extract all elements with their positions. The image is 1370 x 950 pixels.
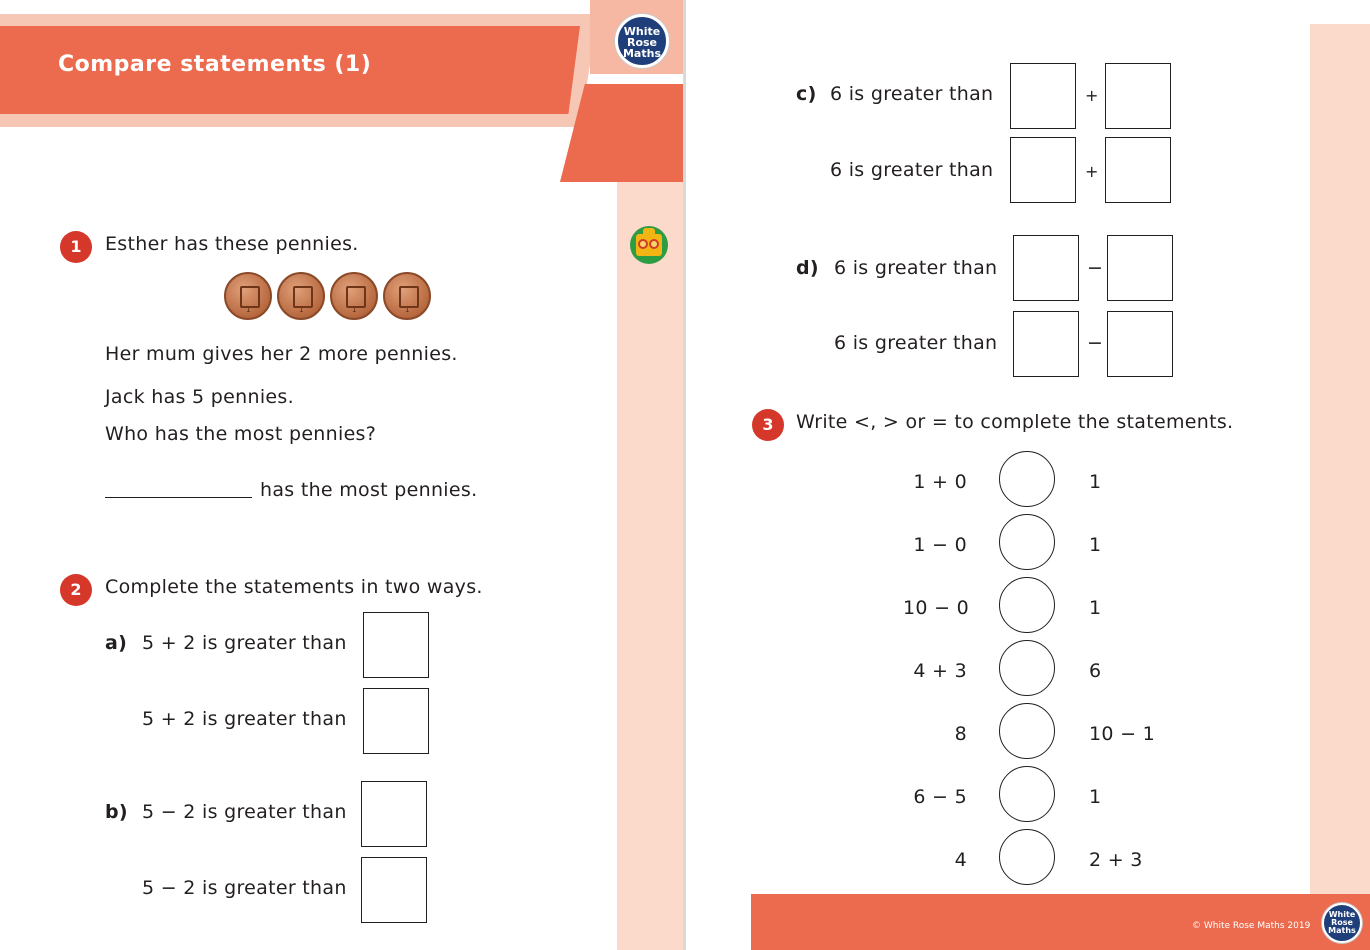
comparison-circle[interactable] bbox=[999, 766, 1055, 822]
q2-a-statement-1: 5 + 2 is greater than bbox=[142, 632, 347, 654]
white-rose-maths-logo-small: White Rose Maths bbox=[1322, 903, 1362, 943]
q2-c-statement-1: 6 is greater than bbox=[830, 83, 994, 105]
cube-icon bbox=[630, 226, 668, 264]
page-title: Compare statements (1) bbox=[58, 52, 372, 77]
comparison-circle[interactable] bbox=[999, 514, 1055, 570]
q3-left-expression: 8 bbox=[954, 723, 967, 745]
q2-b-statement-1: 5 − 2 is greater than bbox=[142, 801, 347, 823]
question-number-1: 1 bbox=[60, 231, 92, 263]
answer-box[interactable] bbox=[1105, 137, 1171, 203]
answer-box[interactable] bbox=[363, 688, 429, 754]
comparison-circle[interactable] bbox=[999, 640, 1055, 696]
q2-d-statement-2: 6 is greater than bbox=[834, 332, 998, 354]
q2-c-statement-2: 6 is greater than bbox=[830, 159, 994, 181]
answer-box[interactable] bbox=[363, 612, 429, 678]
penny-coin-icon: 1 bbox=[277, 272, 325, 320]
answer-box[interactable] bbox=[1107, 311, 1173, 377]
q3-right-expression: 6 bbox=[1089, 660, 1102, 682]
white-rose-maths-logo: White Rose Maths bbox=[615, 14, 669, 68]
q3-right-expression: 1 bbox=[1089, 786, 1102, 808]
minus-sign: − bbox=[1087, 257, 1104, 279]
copyright-text: © White Rose Maths 2019 bbox=[1192, 921, 1311, 931]
side-strip bbox=[1310, 24, 1370, 894]
question-number-3: 3 bbox=[752, 409, 784, 441]
q2-a-statement-2: 5 + 2 is greater than bbox=[142, 708, 347, 730]
q2-intro: Complete the statements in two ways. bbox=[105, 576, 483, 598]
q3-right-expression: 2 + 3 bbox=[1089, 849, 1143, 871]
q1-intro: Esther has these pennies. bbox=[105, 233, 359, 255]
plus-sign: + bbox=[1085, 86, 1099, 105]
pennies-group bbox=[224, 272, 431, 320]
q3-intro: Write <, > or = to complete the statements. bbox=[796, 411, 1234, 433]
q1-answer-line[interactable] bbox=[105, 497, 252, 498]
q1-line-3: Who has the most pennies? bbox=[105, 423, 377, 445]
q1-line-2: Jack has 5 pennies. bbox=[105, 386, 294, 408]
q3-left-expression: 10 − 0 bbox=[903, 597, 970, 619]
q2-part-a-label: a) bbox=[105, 632, 128, 654]
comparison-circle[interactable] bbox=[999, 703, 1055, 759]
q1-line-1: Her mum gives her 2 more pennies. bbox=[105, 343, 458, 365]
penny-coin-icon: 1 bbox=[383, 272, 431, 320]
answer-box[interactable] bbox=[361, 857, 427, 923]
q3-left-expression: 6 − 5 bbox=[913, 786, 967, 808]
q2-part-b-label: b) bbox=[105, 801, 128, 823]
q3-right-expression: 1 bbox=[1089, 471, 1102, 493]
question-number-2: 2 bbox=[60, 574, 92, 606]
q2-b-statement-2: 5 − 2 is greater than bbox=[142, 877, 347, 899]
comparison-circle[interactable] bbox=[999, 829, 1055, 885]
answer-box[interactable] bbox=[1013, 235, 1079, 301]
penny-coin-icon: 1 bbox=[330, 272, 378, 320]
q2-d-statement-1: 6 is greater than bbox=[834, 257, 998, 279]
answer-box[interactable] bbox=[1105, 63, 1171, 129]
comparison-circle[interactable] bbox=[999, 451, 1055, 507]
q3-right-expression: 10 − 1 bbox=[1089, 723, 1156, 745]
answer-box[interactable] bbox=[361, 781, 427, 847]
answer-box[interactable] bbox=[1010, 63, 1076, 129]
comparison-circle[interactable] bbox=[999, 577, 1055, 633]
q2-part-d-label: d) bbox=[796, 257, 819, 279]
q1-answer-suffix: has the most pennies. bbox=[260, 479, 478, 501]
q3-left-expression: 1 − 0 bbox=[913, 534, 967, 556]
answer-box[interactable] bbox=[1010, 137, 1076, 203]
q3-left-expression: 1 + 0 bbox=[913, 471, 967, 493]
q3-left-expression: 4 + 3 bbox=[913, 660, 967, 682]
answer-box[interactable] bbox=[1107, 235, 1173, 301]
q2-part-c-label: c) bbox=[796, 83, 817, 105]
penny-coin-icon: 1 bbox=[224, 272, 272, 320]
answer-box[interactable] bbox=[1013, 311, 1079, 377]
q3-right-expression: 1 bbox=[1089, 534, 1102, 556]
minus-sign: − bbox=[1087, 332, 1104, 354]
q3-left-expression: 4 bbox=[954, 849, 967, 871]
plus-sign: + bbox=[1085, 162, 1099, 181]
q3-right-expression: 1 bbox=[1089, 597, 1102, 619]
side-strip bbox=[617, 170, 684, 950]
